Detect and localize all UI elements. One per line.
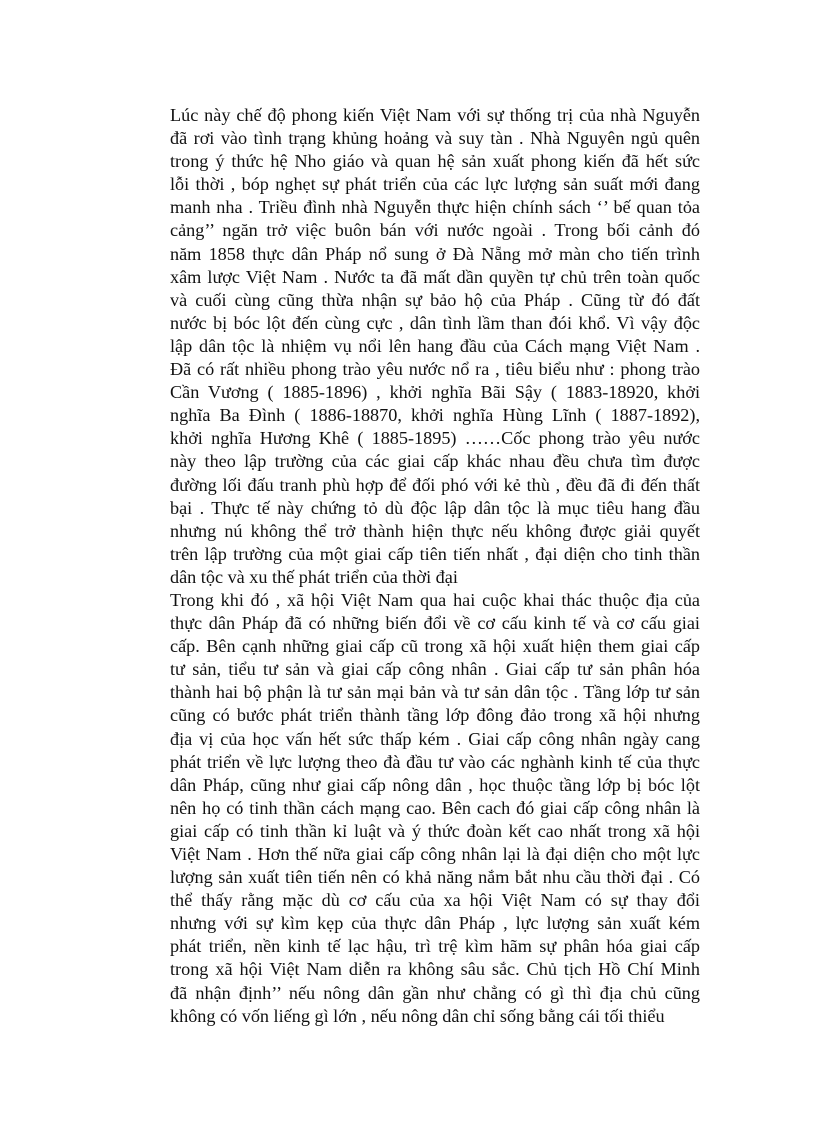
text-line: xâm lược Việt Nam . Nước ta đã mất dần quyền tự chủ trên toàn quốc xyxy=(170,266,700,287)
text-line: nghĩa Ba Đình ( 1886-18870, khởi nghĩa Hùng Lĩnh ( 1887-1892), xyxy=(170,405,700,426)
text-line: dân Pháp, cũng như giai cấp nông dân , học thuộc tầng lớp bị bóc lột xyxy=(170,774,700,795)
text-line: lỗi thời , bóp nghẹt sự phát triển của các lực lượng sản suất mới đang xyxy=(170,174,700,195)
text-line: trên lập trường của một giai cấp tiên tiến nhất , đại diện cho tinh thần xyxy=(170,543,700,564)
text-line: nước bị bóc lột đến cùng cực , dân tình lầm than đói khổ. Vì vậy độc xyxy=(170,312,700,333)
text-line: manh nha . Triều đình nhà Nguyễn thực hiện chính sách ‘’ bế quan tỏa xyxy=(170,197,700,218)
text-line: đã rơi vào tình trạng khủng hoảng và suy tàn . Nhà Nguyên ngủ quên xyxy=(170,128,700,149)
text-line: cũng có bước phát triển thành tầng lớp đông đảo trong xã hội nhưng xyxy=(170,705,700,726)
text-line: khởi nghĩa Hương Khê ( 1885-1895) ……Cốc phong trào yêu nước xyxy=(170,428,700,449)
text-line: nhưng với sự kìm kẹp của thực dân Pháp , lực lượng sản xuất kém xyxy=(170,913,700,934)
text-line: phát triển về lực lượng theo đà đầu tư vào các nghành kinh tế của thực xyxy=(170,751,700,772)
text-line: năm 1858 thực dân Pháp nổ sung ở Đà Nẵng mở màn cho tiến trình xyxy=(170,243,700,264)
text-line: đường lối đấu tranh phù hợp để đối phó với kẻ thù , đều đã đi đến thất xyxy=(170,474,700,495)
text-line: trong ý thức hệ Nho giáo và quan hệ sản xuất phong kiến đã hết sức xyxy=(170,151,700,172)
text-line: thành hai bộ phận là tư sản mại bản và tư sản dân tộc . Tầng lớp tư sản xyxy=(170,682,700,703)
text-line: cấp. Bên cạnh những giai cấp cũ trong xã hội xuất hiện them giai cấp xyxy=(170,636,700,657)
text-line: không có vốn liếng gì lớn , nếu nông dân chỉ sống bằng cái tối thiểu xyxy=(170,1005,665,1026)
body-text xyxy=(170,104,700,1028)
text-line: địa vị của học vấn hết sức thấp kém . Giai cấp công nhân ngày cang xyxy=(170,728,700,749)
text-line: Việt Nam . Hơn thế nữa giai cấp công nhân lại là đại diện cho một lực xyxy=(170,844,700,864)
text-line: Đã có rất nhiều phong trào yêu nước nổ ra , tiêu biểu như : phong trào xyxy=(170,359,700,380)
text-line: này theo lập trường của các giai cấp khác nhau đều chưa tìm được xyxy=(170,451,700,472)
text-line: trong xã hội Việt Nam diễn ra không sâu sắc. Chủ tịch Hồ Chí Minh xyxy=(170,959,700,980)
text-line: nhưng nú không thể trở thành hiện thực nếu không được giải quyết xyxy=(170,520,700,541)
text-line: bại . Thực tế này chứng tỏ dù độc lập dân tộc là mục tiêu hang đầu xyxy=(170,497,700,518)
text-line: Lúc này chế độ phong kiến Việt Nam với sự thống trị của nhà Nguyễn xyxy=(170,105,700,125)
text-line: và cuối cùng cũng thừa nhận sự bảo hộ của Pháp . Cũng từ đó đất xyxy=(170,289,700,310)
text-line: cảng’’ ngăn trở việc buôn bán với nước ngoài . Trong bối cảnh đó xyxy=(170,220,700,241)
text-line: lượng sản xuất tiên tiến nên có khả năng nắm bắt nhu cầu thời đại . Có xyxy=(170,867,700,888)
text-line: Cần Vương ( 1885-1896) , khởi nghĩa Bãi Sậy ( 1883-18920, khởi xyxy=(170,382,700,403)
text-line: phát triển, nền kinh tế lạc hậu, trì trệ kìm hãm sự phân hóa giai cấp xyxy=(170,936,700,957)
text-line: lập dân tộc là nhiệm vụ nổi lên hang đầu của Cách mạng Việt Nam . xyxy=(170,335,700,356)
text-line: tư sản, tiểu tư sản và giai cấp công nhân . Giai cấp tư sản phân hóa xyxy=(170,659,700,680)
text-line: thực dân Pháp đã có những biến đổi về cơ cấu kinh tế và cơ cấu giai xyxy=(170,613,700,634)
text-line: Trong khi đó , xã hội Việt Nam qua hai cuộc khai thác thuộc địa của xyxy=(170,589,700,610)
text-line: nên họ có tinh thần cách mạng cao. Bên cach đó giai cấp công nhân là xyxy=(170,797,700,818)
text-line: thể thấy rằng mặc dù cơ cấu của xa hội Việt Nam có sự thay đổi xyxy=(170,890,700,911)
text-line: dân tộc và xu thế phát triển của thời đại xyxy=(170,566,458,587)
text-line: giai cấp có tinh thần kỉ luật và ý thức đoàn kết cao nhất trong xã hội xyxy=(170,820,700,841)
text-line: đã nhận định’’ nếu nông dân gần như chẳng có gì thì địa chủ cũng xyxy=(170,982,700,1003)
